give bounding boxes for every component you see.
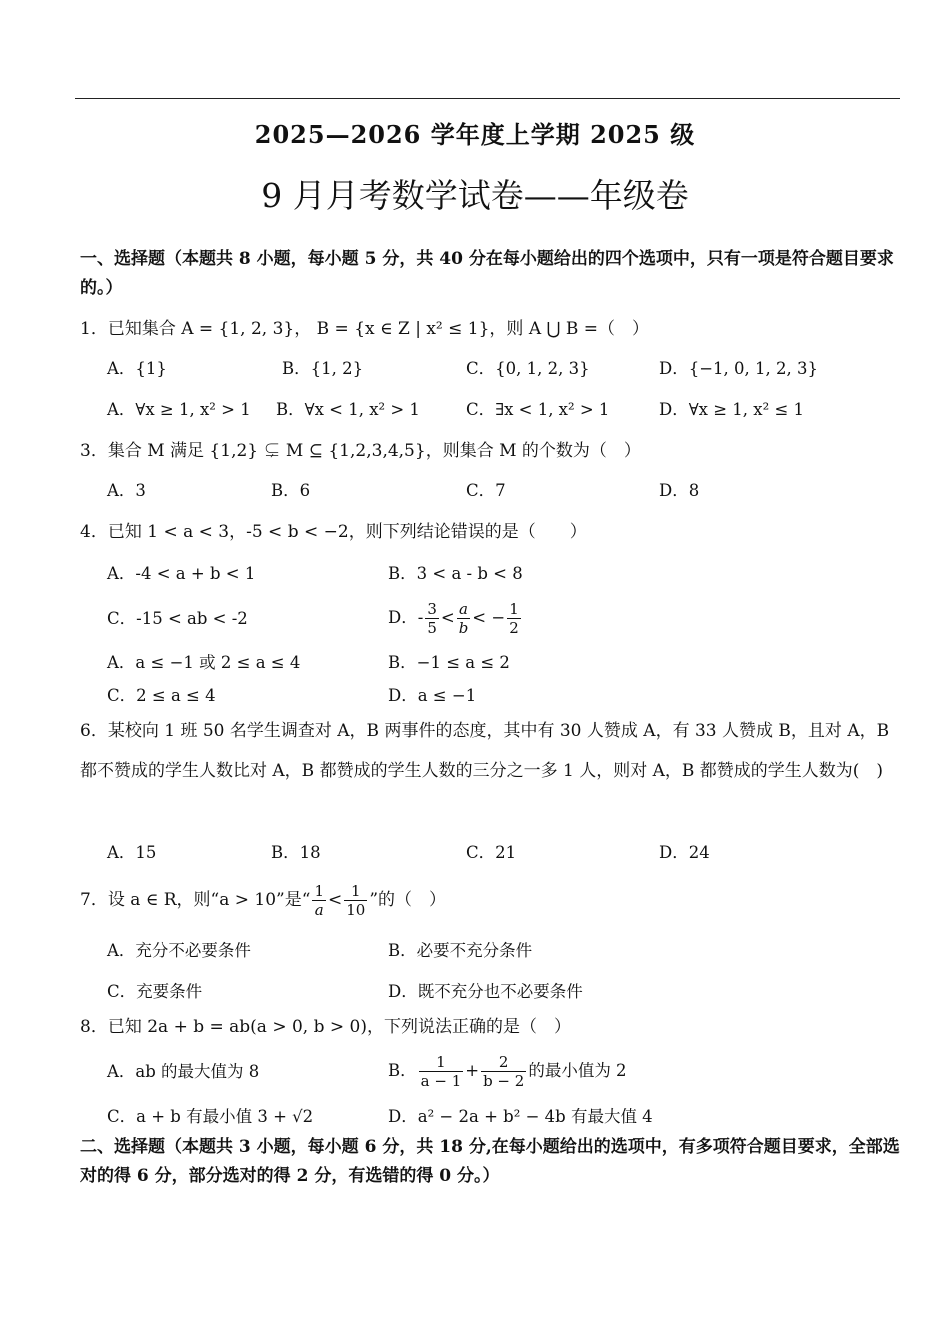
q4-stem: 4．已知 1 < a < 3，-5 < b < −2，则下列结论错误的是（ ） (80, 522, 587, 542)
q8-option-d: D．a² − 2a + b² − 4b 有最大值 4 (388, 1107, 653, 1126)
q1-option-a: A．{1} (107, 359, 167, 378)
q3-option-d: D．8 (659, 481, 700, 500)
q8-option-c: C．a + b 有最小值 3 + √2 (107, 1107, 314, 1126)
q7-option-a: A．充分不必要条件 (107, 941, 251, 960)
q8-option-a: A．ab 的最大值为 8 (107, 1062, 260, 1081)
q8-stem: 8．已知 2a + b = ab(a > 0, b > 0)，下列说法正确的是（ ） (80, 1017, 571, 1037)
q7-fraction-2: $\frac{1}{10}$ (346, 882, 366, 919)
q7-stem-suffix: ”的（ ） (369, 890, 447, 910)
q7-option-d: D．既不充分也不必要条件 (388, 982, 583, 1001)
q3-option-a: A．3 (107, 481, 146, 500)
q4-option-a: A．-4 < a + b < 1 (107, 564, 256, 583)
q4-option-d-label: D． (388, 608, 418, 627)
q8-option-b: B． $\frac{1}{a - 1}$ + $\frac{2}{b - 2}$ 的最小值为 2 (388, 1053, 627, 1090)
q5-option-b: B．−1 ≤ a ≤ 2 (388, 653, 510, 672)
q1-stem: 1．已知集合 A = {1, 2, 3}， B = {x ∈ Z | x² ≤ 1}，则 A ⋃ B =（ ） (80, 319, 649, 339)
q6-option-c: C．21 (466, 843, 517, 862)
q7-option-b: B．必要不充分条件 (388, 941, 533, 960)
q6-option-a: A．15 (107, 843, 157, 862)
q2-option-b: B．∀x < 1, x² > 1 (276, 400, 420, 419)
section2-heading: 二、选择题（本题共 3 小题，每小题 6 分，共 18 分,在每小题给出的选项中，有多项符合题目要求，全部选对的得 6 分，部分选对的得 2 分，有选错的得 0 分。） (80, 1137, 900, 1186)
section1-heading: 一、选择题（本题共 8 小题，每小题 5 分，共 40 分在每小题给出的四个选项中，只有一项是符合题目要求的。） (80, 249, 894, 298)
q5-option-a: A．a ≤ −1 或 2 ≤ a ≤ 4 (107, 653, 301, 672)
q1-option-b: B．{1, 2} (282, 359, 364, 378)
top-rule (75, 98, 900, 99)
exam-title-line1: 2025—2026 学年度上学期 2025 级 (254, 120, 696, 149)
q8-option-b-suffix: 的最小值为 2 (528, 1061, 627, 1080)
q8-b-fraction-2: $\frac{2}{b - 2}$ (483, 1053, 525, 1090)
q1-option-d: D．{−1, 0, 1, 2, 3} (659, 359, 818, 378)
q7-option-c: C．充要条件 (107, 982, 203, 1001)
q1-option-c: C．{0, 1, 2, 3} (466, 359, 590, 378)
q6-option-b: B．18 (271, 843, 321, 862)
q3-stem: 3．集合 M 满足 {1,2} ⊊ M ⊆ {1,2,3,4,5}，则集合 M 的个数为（ ） (80, 441, 641, 461)
q4-option-c: C．-15 < ab < -2 (107, 609, 248, 628)
q4-option-b: B．3 < a - b < 8 (388, 564, 523, 583)
q6-option-d: D．24 (659, 843, 710, 862)
q8-option-b-label: B． (388, 1061, 417, 1080)
q7-fraction-1: $\frac{1}{a}$ (314, 882, 324, 919)
q4-d-fraction-1: $\frac{3}{5}$ (427, 600, 437, 637)
q7-stem: 7．设 a ∈ R，则“a > 10”是“ $\frac{1}{a}$ < $\frac{1}{10}$ ”的（ ） (80, 882, 447, 919)
q2-option-c: C．∃x < 1, x² > 1 (466, 400, 610, 419)
q3-option-c: C．7 (466, 481, 506, 500)
q4-d-fraction-3: $\frac{1}{2}$ (509, 600, 519, 637)
q6-stem: 6．某校向 1 班 50 名学生调查对 A，B 两事件的态度，其中有 30 人赞成 A，有 33 人赞成 B，且对 A，B 都不赞成的学生人数比对 A，B 都赞成的学生人数的三分之一多 1 人，则对 A，B 都赞成的学生人数为( ) (80, 721, 890, 781)
q4-d-fraction-2: $\frac{a}{b}$ (458, 600, 469, 637)
q2-option-d: D．∀x ≥ 1, x² ≤ 1 (659, 400, 805, 419)
q3-option-b: B．6 (271, 481, 311, 500)
exam-title-line2: 9 月月考数学试卷——年级卷 (261, 176, 689, 215)
q5-option-d: D．a ≤ −1 (388, 686, 477, 705)
q7-stem-prefix: 7．设 a ∈ R，则“a > 10”是“ (80, 890, 311, 910)
q4-option-d: D．- $\frac{3}{5}$ < $\frac{a}{b}$ < − $\frac{1}{2}$ (388, 600, 519, 637)
q2-option-a: A．∀x ≥ 1, x² > 1 (107, 400, 251, 419)
q8-b-fraction-1: $\frac{1}{a - 1}$ (420, 1053, 462, 1090)
q5-option-c: C．2 ≤ a ≤ 4 (107, 686, 216, 705)
